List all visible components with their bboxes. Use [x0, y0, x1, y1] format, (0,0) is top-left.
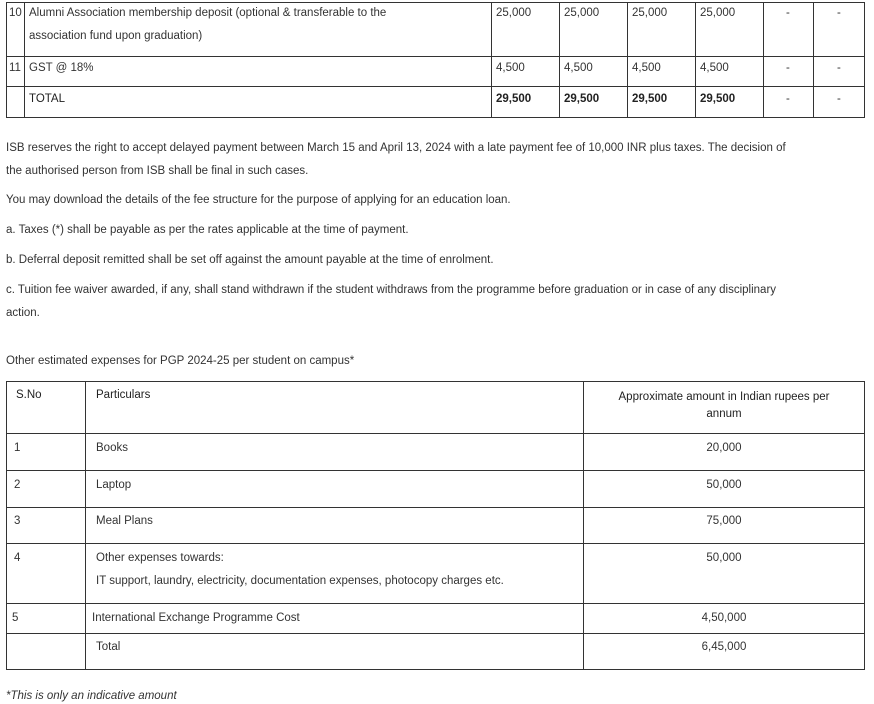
row-amount: 20,000: [706, 442, 742, 454]
row-value: 29,500: [564, 93, 600, 105]
row-value: -: [786, 62, 790, 74]
waiver-note: [6, 279, 866, 325]
row-particular: Laptop: [96, 479, 132, 491]
header-particulars: Particulars: [96, 389, 151, 401]
footnote: *This is only an indicative amount: [6, 690, 177, 702]
row-value: -: [786, 93, 790, 105]
paragraph-line: ISB reserves the right to accept delayed payment between March 15 and April 13, 2024 with a late payment fee of 10,000 INR plus taxes. The decision of: [6, 142, 786, 154]
row-amount: 6,45,000: [701, 641, 747, 653]
header-amount: [584, 389, 864, 423]
row-particular-detail: IT support, laundry, electricity, documentation expenses, photocopy charges etc.: [96, 575, 504, 587]
row-particular: GST @ 18%: [29, 62, 94, 74]
row-value: 25,000: [564, 7, 600, 19]
header-sno: S.No: [16, 389, 42, 401]
row-value: 29,500: [496, 93, 532, 105]
row-value: 4,500: [632, 62, 661, 74]
late-payment-paragraph: [6, 137, 866, 183]
row-particular-cont: association fund upon graduation): [29, 30, 203, 42]
download-paragraph: You may download the details of the fee structure for the purpose of applying for an education loan.: [6, 194, 511, 206]
paragraph-line: action.: [6, 307, 40, 319]
row-value: 4,500: [496, 62, 525, 74]
row-particular: International Exchange Programme Cost: [92, 612, 300, 624]
row-sno: 1: [14, 442, 21, 454]
row-amount: 4,50,000: [701, 612, 747, 624]
header-amount-line: Approximate amount in Indian rupees per: [618, 391, 830, 403]
row-sno: 11: [9, 62, 21, 74]
row-sno: 10: [9, 7, 22, 19]
row-value: 4,500: [564, 62, 593, 74]
row-particular: Alumni Association membership deposit (optional & transferable to the: [29, 7, 387, 19]
header-amount-line: annum: [706, 408, 742, 420]
row-value: -: [837, 93, 841, 105]
row-value: 25,000: [496, 7, 532, 19]
paragraph-line: c. Tuition fee waiver awarded, if any, shall stand withdrawn if the student withdraws from the programme before graduation or in case of any disciplinary: [6, 284, 777, 296]
row-particular: TOTAL: [29, 93, 65, 105]
row-sno: 3: [14, 515, 21, 527]
taxes-note: a. Taxes (*) shall be payable as per the rates applicable at the time of payment.: [6, 224, 409, 236]
row-value: 4,500: [700, 62, 729, 74]
row-value: 25,000: [632, 7, 668, 19]
row-amount: 50,000: [706, 552, 742, 564]
row-amount: 50,000: [706, 479, 742, 491]
row-value: -: [837, 7, 841, 19]
row-particular: Books: [96, 442, 128, 454]
row-value: -: [837, 62, 841, 74]
row-sno: 5: [12, 612, 19, 624]
row-particular: Total: [96, 641, 121, 653]
row-amount: 75,000: [706, 515, 742, 527]
row-particular: Other expenses towards:: [96, 552, 224, 564]
row-value: 25,000: [700, 7, 736, 19]
deferral-note: b. Deferral deposit remitted shall be set off against the amount payable at the time of enrolment.: [6, 254, 494, 266]
row-sno: 4: [14, 552, 21, 564]
row-value: 29,500: [700, 93, 736, 105]
row-value: -: [786, 7, 790, 19]
paragraph-line: the authorised person from ISB shall be final in such cases.: [6, 165, 309, 177]
row-value: 29,500: [632, 93, 668, 105]
row-particular: Meal Plans: [96, 515, 153, 527]
expenses-heading: Other estimated expenses for PGP 2024-25 per student on campus*: [6, 355, 355, 367]
row-sno: 2: [14, 479, 21, 491]
